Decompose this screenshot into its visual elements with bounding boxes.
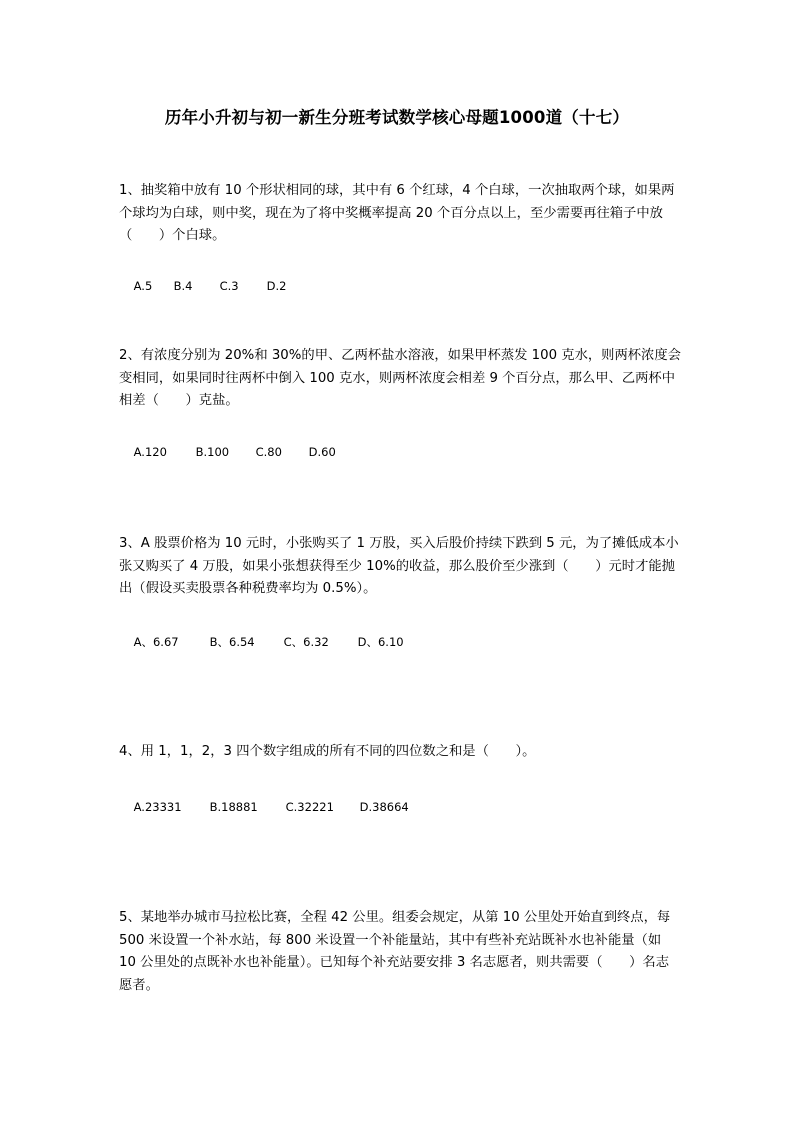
option-a: A.120 xyxy=(133,445,167,459)
question-1-text: 1、抽奖箱中放有 10 个形状相同的球，其中有 6 个红球，4 个白球，一次抽取两个球，如果两个球均为白球，则中奖，现在为了将中奖概率提高 20 个百分点以上，至少需要再往箱子中放（ ）个白球。 xyxy=(119,183,675,243)
question-4-options xyxy=(119,786,409,828)
option-c: C.32221 xyxy=(285,800,334,814)
option-a: A.5 xyxy=(133,279,153,293)
question-4-text: 4、用 1，1，2，3 四个数字组成的所有不同的四位数之和是（ ）。 xyxy=(119,744,536,759)
option-c: C、6.32 xyxy=(283,635,329,649)
option-d: D.60 xyxy=(308,445,336,459)
option-d: D.2 xyxy=(266,279,287,293)
question-3-options xyxy=(119,620,404,664)
option-b: B.4 xyxy=(173,279,193,293)
option-a: A、6.67 xyxy=(133,635,179,649)
option-d: D.38664 xyxy=(359,800,409,814)
question-2-options xyxy=(119,431,336,473)
question-5-text: 5、某地举办城市马拉松比赛，全程 42 公里。组委会规定，从第 10 公里处开始直到终点，每 500 米设置一个补水站，每 800 米设置一个补能量站，其中有些补充站既补水也补能量（如 10 公里处的点既补水也补能量）。已知每个补充站要安排 3 名志愿者，则共需要（ ）名志愿者。 xyxy=(119,910,671,993)
option-c: C.3 xyxy=(219,279,239,293)
question-1-options xyxy=(119,265,286,307)
option-b: B.18881 xyxy=(209,800,258,814)
option-a: A.23331 xyxy=(133,800,182,814)
document-title: 历年小升初与初一新生分班考试数学核心母题1000道（十七） xyxy=(164,108,630,127)
question-2-text: 2、有浓度分别为 20%和 30%的甲、乙两杯盐水溶液，如果甲杯蒸发 100 克水，则两杯浓度会变相同，如果同时往两杯中倒入 100 克水，则两杯浓度会相差 9 个百分点，那么甲、乙两杯中相差（ ）克盐。 xyxy=(119,348,681,408)
option-b: B.100 xyxy=(195,445,230,459)
option-b: B、6.54 xyxy=(209,635,255,649)
option-c: C.80 xyxy=(255,445,282,459)
question-3-text: 3、A 股票价格为 10 元时，小张购买了 1 万股，买入后股价持续下跌到 5 元，为了摊低成本小张又购买了 4 万股，如果小张想获得至少 10%的收益，那么股价至少涨到（ ）元时才能抛出（假设买卖股票各种税费率均为 0.5%）。 xyxy=(119,536,679,596)
option-d: D、6.10 xyxy=(357,635,404,649)
